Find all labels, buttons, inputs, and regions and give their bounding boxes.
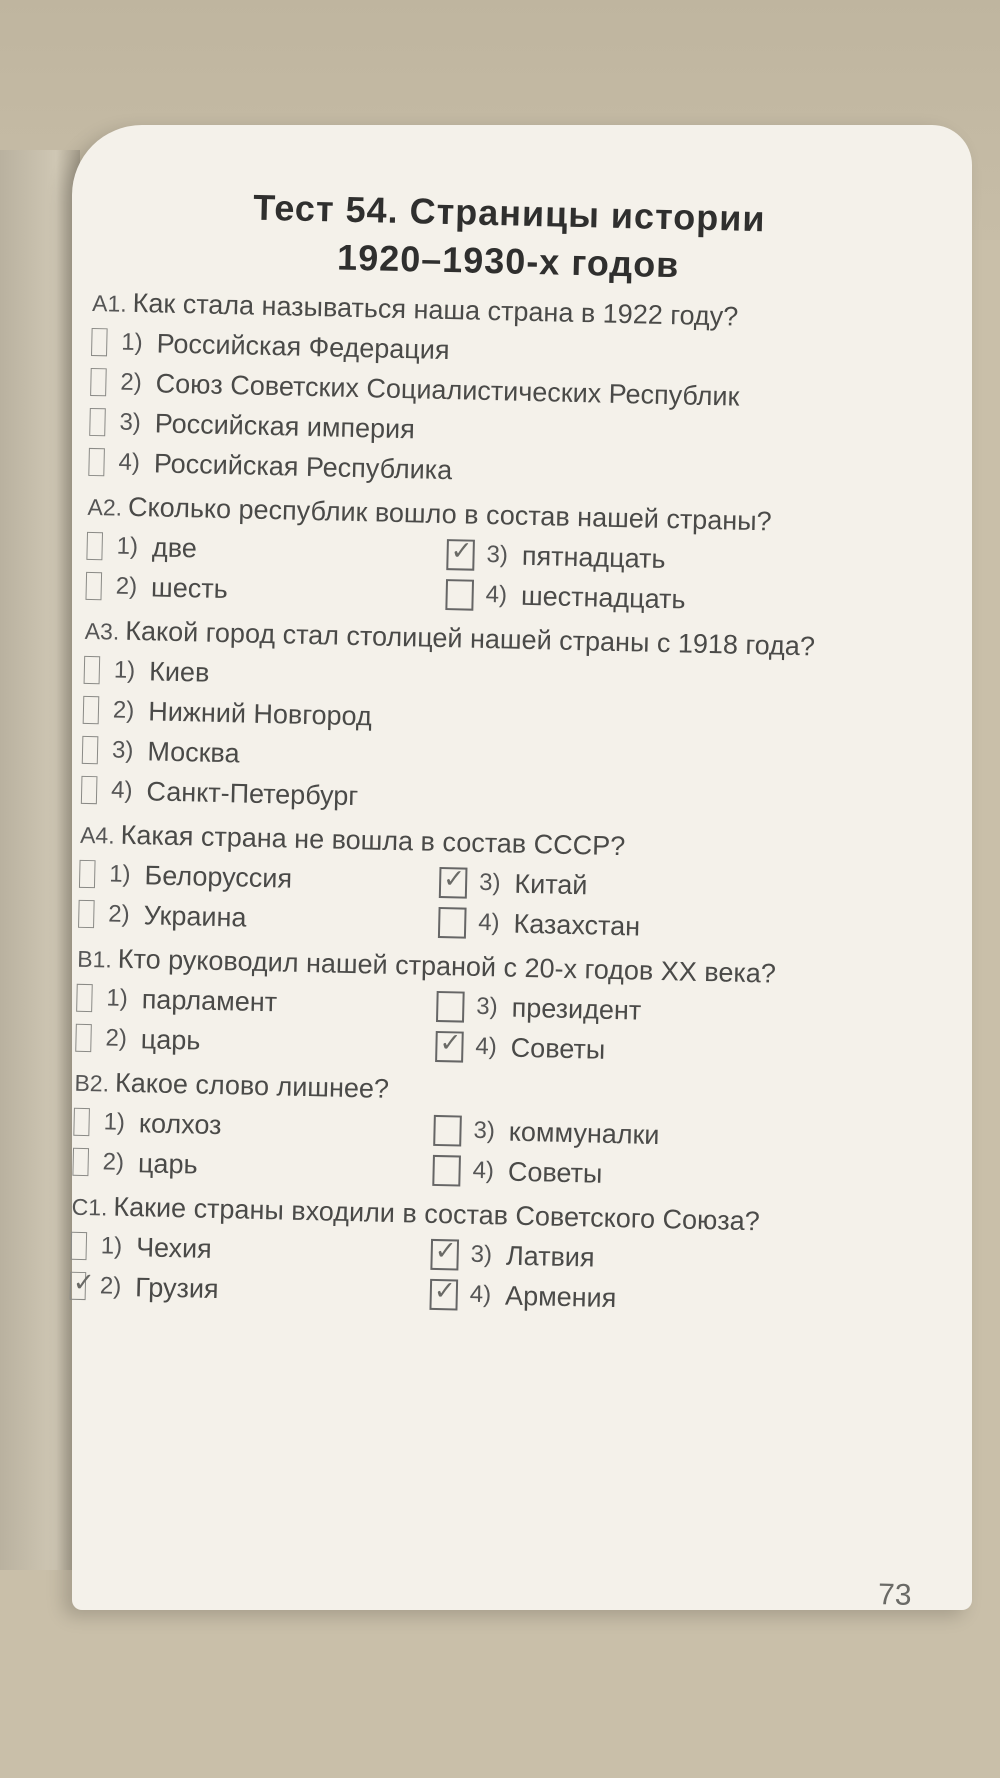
option-label: Нижний Новгород [147, 695, 373, 731]
page-title [93, 180, 925, 295]
option-label: шестнадцать [520, 580, 686, 615]
option[interactable] [85, 566, 446, 614]
checkbox-checked[interactable] [70, 1272, 87, 1300]
question-code: B2. [74, 1069, 110, 1097]
checkbox[interactable] [75, 1024, 92, 1052]
checkbox[interactable] [91, 328, 108, 356]
option-number: 1) [113, 656, 136, 685]
option-label: Российская империя [154, 407, 416, 444]
question-code: A1. [91, 289, 128, 317]
checkbox[interactable] [84, 656, 101, 684]
checkbox-checked[interactable] [439, 866, 468, 898]
option-label: президент [511, 992, 642, 1026]
option-number: 2) [115, 572, 138, 601]
option-number: 3) [476, 992, 498, 1021]
option-number: 3) [470, 1240, 493, 1269]
option-label: две [151, 531, 198, 563]
checkbox[interactable] [76, 984, 93, 1012]
checkbox[interactable] [78, 900, 95, 928]
checkbox-checked[interactable] [430, 1238, 459, 1270]
option-number: 1) [106, 984, 129, 1012]
checkbox[interactable] [86, 532, 103, 560]
option-number: 3) [119, 408, 142, 437]
question-code: B1. [77, 945, 113, 973]
title-line-2: 1920–1930-х годов [336, 236, 680, 286]
options-a3 [81, 650, 914, 829]
checkbox[interactable] [85, 572, 102, 600]
option-number: 2) [105, 1024, 128, 1052]
option-number: 4) [475, 1032, 498, 1061]
option-label: Чехия [135, 1231, 213, 1264]
question-text: Как стала называться наша страна в 1922 году? [132, 287, 739, 332]
checkbox[interactable] [79, 860, 96, 888]
option[interactable] [78, 894, 439, 942]
option-number: 3) [111, 736, 134, 765]
option-number: 2) [99, 1272, 122, 1300]
option-label: колхоз [138, 1107, 222, 1140]
checkbox-checked[interactable] [429, 1278, 458, 1310]
option-number: 3) [478, 868, 501, 897]
option[interactable] [75, 1018, 436, 1066]
option-label: царь [140, 1023, 201, 1056]
checkbox-checked[interactable] [435, 1030, 464, 1062]
option-label: пятнадцать [521, 540, 666, 574]
option-number: 4) [118, 448, 141, 477]
option-label: коммуналки [508, 1116, 660, 1150]
checkbox[interactable] [88, 448, 105, 476]
checkbox[interactable] [70, 1232, 87, 1260]
option-label: парламент [141, 983, 278, 1017]
question-code: A2. [87, 493, 123, 521]
option-label: Санкт-Петербург [146, 775, 359, 811]
option-number: 3) [473, 1116, 496, 1145]
question-code: A3. [84, 617, 120, 645]
option-label: Казахстан [513, 908, 641, 942]
checkbox[interactable] [438, 906, 467, 938]
question-text: Какое слово лишнее? [114, 1067, 390, 1104]
option-label: Грузия [134, 1271, 219, 1304]
question-code: A4. [79, 821, 115, 849]
option-label: Белоруссия [144, 859, 293, 894]
option-label: Украина [143, 899, 247, 933]
option-number: 1) [103, 1108, 126, 1136]
option-number: 1) [108, 860, 131, 888]
option-number: 1) [100, 1232, 123, 1260]
question-text: Кто руководил нашей страной с 20-х годов XX века? [117, 943, 777, 989]
checkbox[interactable] [72, 1148, 89, 1176]
checkbox[interactable] [445, 579, 474, 611]
option-number: 3) [486, 540, 509, 569]
checkbox[interactable] [432, 1154, 461, 1186]
page-number: 73 [877, 1578, 912, 1612]
option-label: Латвия [505, 1240, 595, 1273]
checkbox-checked[interactable] [446, 539, 475, 571]
question-text: Какие страны входили в состав Советского Союза? [113, 1191, 761, 1237]
option-number: 4) [472, 1156, 495, 1185]
option-number: 4) [110, 776, 133, 805]
option-label: Союз Советских Социалистических Республик [155, 367, 740, 412]
option-label: Китай [514, 868, 588, 900]
option-number: 2) [108, 900, 130, 928]
checkbox[interactable] [73, 1108, 90, 1136]
option-number: 2) [120, 368, 143, 397]
checkbox[interactable] [436, 990, 465, 1022]
checkbox[interactable] [90, 368, 107, 396]
question-code: C1. [71, 1193, 108, 1221]
option-label: Российская Республика [153, 447, 453, 485]
option-number: 1) [121, 328, 143, 357]
title-line-1: Тест 54. Страницы истории [252, 186, 766, 240]
checkbox[interactable] [89, 408, 106, 436]
option-number: 4) [477, 908, 500, 937]
question-text: Сколько республик вошло в состав нашей страны? [127, 491, 772, 537]
option-number: 1) [116, 532, 139, 561]
worksheet-content [69, 180, 924, 1612]
option-number: 4) [485, 580, 508, 609]
option-label: царь [137, 1147, 198, 1180]
options-a1 [88, 322, 921, 501]
left-page-edge [0, 150, 80, 1570]
checkbox[interactable] [433, 1114, 462, 1146]
option-number: 4) [469, 1280, 492, 1309]
option-label: Москва [147, 735, 240, 768]
option-number: 2) [102, 1148, 125, 1176]
question-text: Какая страна не вошла в состав СССР? [120, 819, 626, 862]
option-label: Киев [148, 655, 210, 688]
option-label: Советы [507, 1156, 603, 1189]
option[interactable] [72, 1142, 433, 1190]
option-number: 2) [112, 696, 135, 725]
question-text: Какой город стал столицей нашей страны с 1918 года? [124, 615, 816, 662]
checkbox[interactable] [83, 696, 100, 724]
checkbox[interactable] [82, 736, 99, 764]
option-label: шесть [150, 571, 229, 604]
checkbox[interactable] [81, 776, 98, 804]
option-label: Российская Федерация [156, 327, 450, 365]
option-label: Советы [510, 1032, 606, 1065]
option[interactable] [69, 1266, 430, 1314]
option-label: Армения [504, 1280, 617, 1313]
